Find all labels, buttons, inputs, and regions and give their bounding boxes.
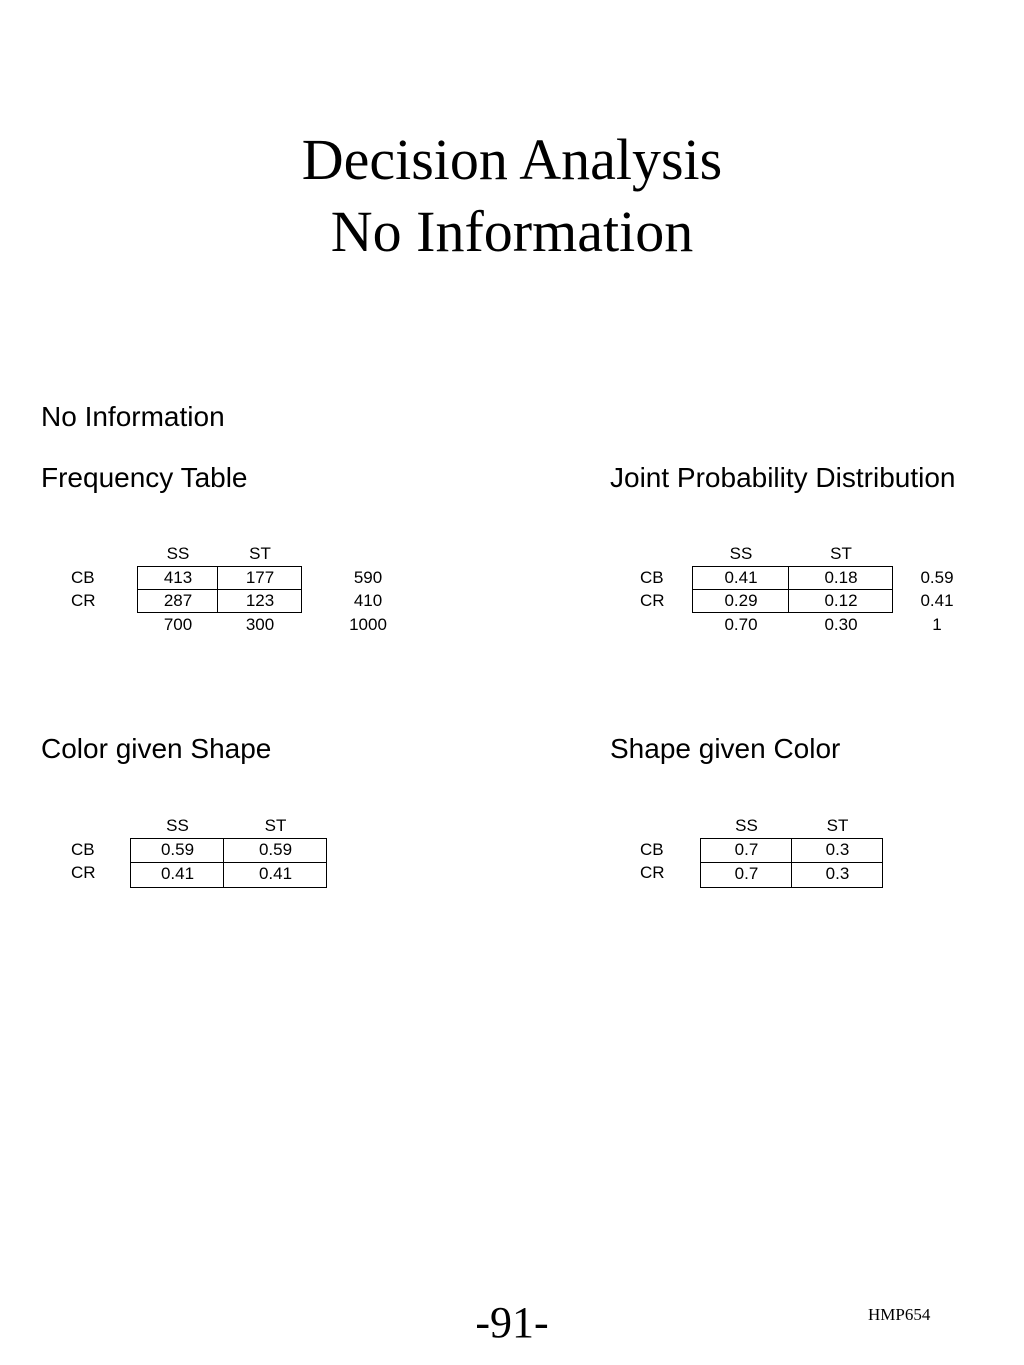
table-cell: 0.3 (825, 864, 850, 883)
row-label-cr: CR (640, 863, 665, 882)
grand-total: 1000 (349, 615, 387, 634)
title-line-2: No Information (330, 199, 694, 264)
col-header-ss: SS (735, 816, 758, 835)
row-label-cb: CB (71, 568, 95, 587)
joint-distribution-heading: Joint Probability Distribution (610, 462, 956, 493)
row-total: 0.59 (920, 568, 954, 587)
row-label-cb: CB (640, 840, 664, 859)
table-cell: 0.41 (160, 864, 195, 883)
table-cell: 123 (245, 591, 275, 610)
frequency-table-heading: Frequency Table (41, 462, 248, 493)
table-cell: 0.18 (824, 568, 858, 587)
table-cell: 0.3 (825, 840, 850, 859)
row-label-cb: CB (640, 568, 664, 587)
table-cell: 0.59 (160, 840, 195, 859)
col-header-st: ST (264, 816, 287, 835)
col-header-st: ST (249, 544, 271, 563)
table-cell: 0.7 (734, 864, 759, 883)
col-header-ss: SS (166, 816, 189, 835)
page-title (0, 124, 1024, 268)
table-cell: 177 (245, 568, 275, 587)
table-cell: 0.41 (258, 864, 293, 883)
col-total: 0.70 (724, 615, 758, 634)
table-cell: 0.59 (258, 840, 293, 859)
row-total: 410 (353, 591, 383, 610)
table-cell: 413 (163, 568, 193, 587)
col-header-st: ST (830, 544, 852, 563)
col-total: 700 (163, 615, 193, 634)
row-label-cr: CR (71, 591, 96, 610)
col-header-ss: SS (729, 544, 753, 563)
col-header-st: ST (826, 816, 849, 835)
table-cell: 0.41 (724, 568, 758, 587)
table-cell: 287 (163, 591, 193, 610)
col-header-ss: SS (166, 544, 190, 563)
row-total: 0.41 (920, 591, 954, 610)
page-number: -91- (475, 1298, 549, 1347)
shape-given-color-heading: Shape given Color (610, 733, 841, 764)
col-total: 300 (245, 615, 275, 634)
table-cell: 0.7 (734, 840, 759, 859)
table-cell: 0.12 (824, 591, 858, 610)
row-label-cr: CR (640, 591, 665, 610)
col-total: 0.30 (824, 615, 858, 634)
title-line-1: Decision Analysis (301, 127, 723, 192)
color-given-shape-heading: Color given Shape (41, 733, 272, 764)
row-label-cr: CR (71, 863, 96, 882)
row-total: 590 (353, 568, 383, 587)
section-label: No Information (41, 401, 225, 432)
row-label-cb: CB (71, 840, 95, 859)
course-code: HMP654 (868, 1305, 931, 1324)
grand-total: 1 (932, 615, 942, 634)
table-cell: 0.29 (724, 591, 758, 610)
